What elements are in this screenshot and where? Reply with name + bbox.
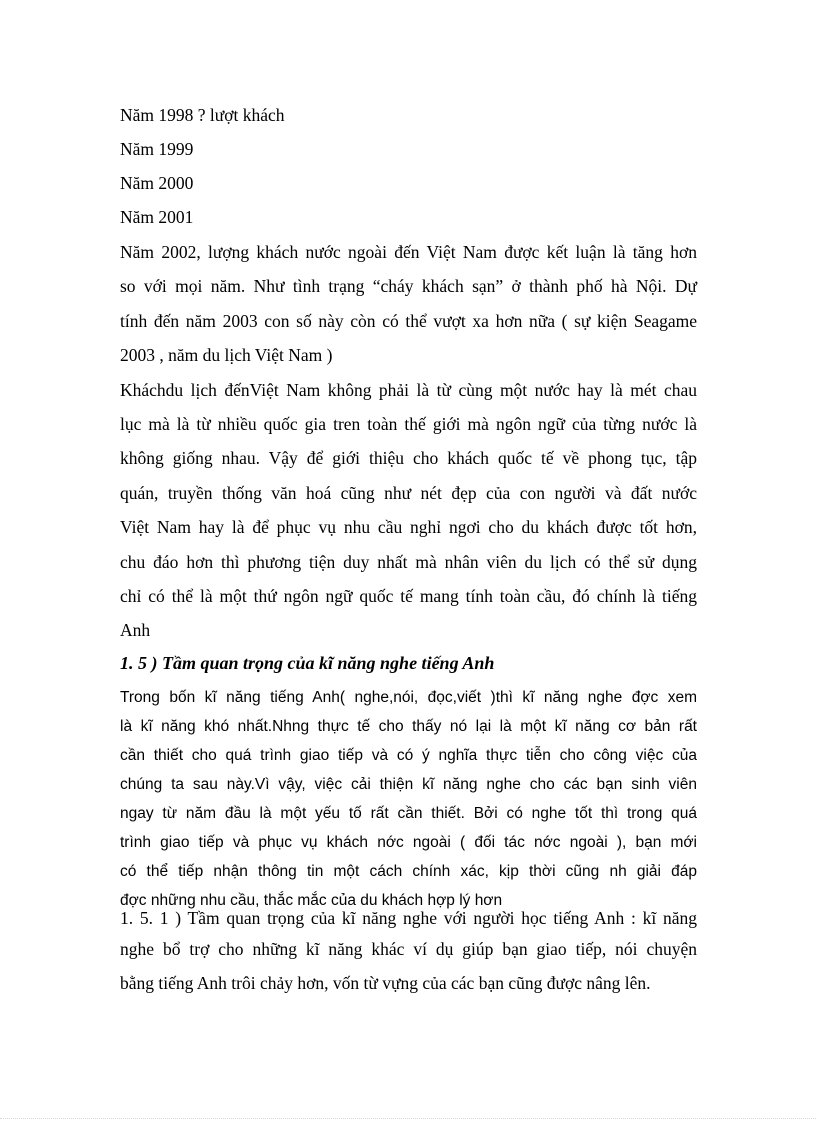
paragraph-line: quán, truyền thống văn hoá cũng như nét đẹp của con người và đất nước — [120, 483, 697, 503]
page-bottom-divider — [0, 1118, 816, 1119]
section-line: có thể tiếp nhận thông tin một cách chính xác, kịp thời cũng nh giải đáp — [120, 863, 697, 880]
paragraph-line: tính đến năm 2003 con số này còn có thể vượt xa hơn nữa ( sự kiện Seagame — [120, 311, 697, 331]
subsection-line: nghe bổ trợ cho những kĩ năng khác ví dụ giúp bạn giao tiếp, nói chuyện — [120, 939, 697, 959]
paragraph-line: Anh — [120, 620, 151, 640]
year-line-2001: Năm 2001 — [120, 207, 194, 227]
year-line-1999: Năm 1999 — [120, 139, 194, 159]
section-line: trình giao tiếp và phục vụ khách nớc ngoài ( đối tác nớc ngoài ), bạn mới — [120, 834, 697, 851]
paragraph-line: lục mà là từ nhiều quốc gia tren toàn thế giới mà ngôn ngữ của từng nước là — [120, 414, 697, 434]
paragraph-line: so với mọi năm. Như tình trạng “cháy khách sạn” ở thành phố hà Nội. Dự — [120, 276, 697, 296]
paragraph-line: Năm 2002, lượng khách nước ngoài đến Việt Nam được kết luận là tăng hơn — [120, 242, 697, 262]
section-heading: 1. 5 ) Tầm quan trọng của kĩ năng nghe tiếng Anh — [120, 653, 495, 673]
section-line: là kĩ năng khó nhất.Nhng thực tế cho thấy nó lại là một kĩ năng cơ bản rất — [120, 718, 697, 735]
paragraph-line: chỉ có thể là một thứ ngôn ngữ quốc tế mang tính toàn cầu, đó chính là tiếng — [120, 586, 697, 606]
subsection-line: bằng tiếng Anh trôi chảy hơn, vốn từ vựng của các bạn cũng được nâng lên. — [120, 973, 651, 993]
paragraph-line: chu đáo hơn thì phương tiện duy nhất mà nhân viên du lịch có thể sử dụng — [120, 552, 697, 572]
paragraph-line: không giống nhau. Vậy để giới thiệu cho khách quốc tế về phong tục, tập — [120, 448, 697, 468]
subsection-line: 1. 5. 1 ) Tầm quan trọng của kĩ năng nghe với người học tiếng Anh : kĩ năng — [120, 908, 697, 928]
section-line: cần thiết cho quá trình giao tiếp và có ý nghĩa thực tiễn cho công việc của — [120, 747, 697, 764]
paragraph-line: 2003 , năm du lịch Việt Nam ) — [120, 345, 333, 365]
section-line: đợc những nhu cầu, thắc mắc của du khách hợp lý hơn — [120, 892, 503, 909]
year-line-1998: Năm 1998 ? lượt khách — [120, 105, 285, 125]
section-line: Trong bốn kĩ năng tiếng Anh( nghe,nói, đọc,viết )thì kĩ năng nghe đợc xem — [120, 689, 697, 706]
section-line: ngay từ năm đầu là một yếu tố rất cần thiết. Bởi có nghe tốt thì trong quá — [120, 805, 697, 822]
paragraph-line: Việt Nam hay là để phục vụ nhu cầu nghỉ ngơi cho du khách được tốt hơn, — [120, 517, 697, 537]
year-line-2000: Năm 2000 — [120, 173, 194, 193]
section-line: chúng ta sau này.Vì vậy, việc cải thiện kĩ năng nghe cho các bạn sinh viên — [120, 776, 697, 793]
paragraph-line: Kháchdu lịch đếnViệt Nam không phải là từ cùng một nước hay là mét chau — [120, 380, 697, 400]
